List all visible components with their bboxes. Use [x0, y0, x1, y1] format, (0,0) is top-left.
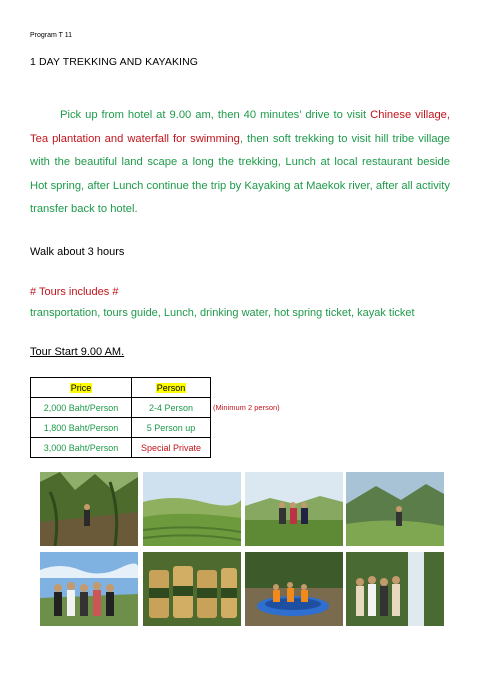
- photo-tea-bags: [143, 552, 241, 626]
- photo-mountain-valley: [346, 472, 444, 546]
- price-cell: 3,000 Baht/Person: [31, 438, 132, 458]
- program-code: Program T 11: [30, 32, 73, 39]
- photo-jungle-trekking: [40, 472, 138, 546]
- itinerary-part-1: Pick up from hotel at 9.00 am, then 40 minutes’ drive to visit: [60, 109, 371, 121]
- person-cell: 2-4 Person: [132, 398, 211, 418]
- includes-heading: # Tours includes #: [30, 286, 119, 298]
- photo-rafting: [245, 552, 343, 626]
- table-row: [31, 418, 211, 438]
- itinerary-part-2: , then soft trekking to visit hill tribe village with the beautiful land scape a long the trekking, Lunch at local restaurant beside Hot spring, after Lunch continue the trip by Kayaking at Maekok river, after all activity transfer back to hotel.: [30, 132, 450, 215]
- tour-start-time: Tour Start 9.00 AM.: [30, 346, 125, 358]
- minimum-note: (Minimum 2 person): [213, 403, 280, 412]
- walk-duration: Walk about 3 hours: [30, 246, 125, 258]
- itinerary-paragraph: [30, 104, 450, 222]
- includes-list: transportation, tours guide, Lunch, drinking water, hot spring ticket, kayak ticket: [30, 307, 415, 319]
- photo-group-in-field: [245, 472, 343, 546]
- price-header: Price: [70, 382, 92, 393]
- price-cell: 2,000 Baht/Person: [31, 398, 132, 418]
- person-cell: 5 Person up: [132, 418, 211, 438]
- price-table-header: [31, 378, 211, 398]
- person-cell: Special Private: [132, 438, 211, 458]
- price-table: [30, 377, 211, 458]
- itinerary-highlight: Chinese village, Tea plantation and waterfall for swimming: [30, 109, 451, 145]
- photo-group-sky: [40, 552, 138, 626]
- table-row: [31, 398, 211, 418]
- price-header-cell: [31, 378, 132, 398]
- person-header: Person: [156, 382, 186, 393]
- table-row: [31, 438, 211, 458]
- photo-waterfall-group: [346, 552, 444, 626]
- photo-hillside-terraces: [143, 472, 241, 546]
- person-header-cell: [132, 378, 211, 398]
- page-title: 1 DAY TREKKING AND KAYAKING: [30, 56, 199, 68]
- price-cell: 1,800 Baht/Person: [31, 418, 132, 438]
